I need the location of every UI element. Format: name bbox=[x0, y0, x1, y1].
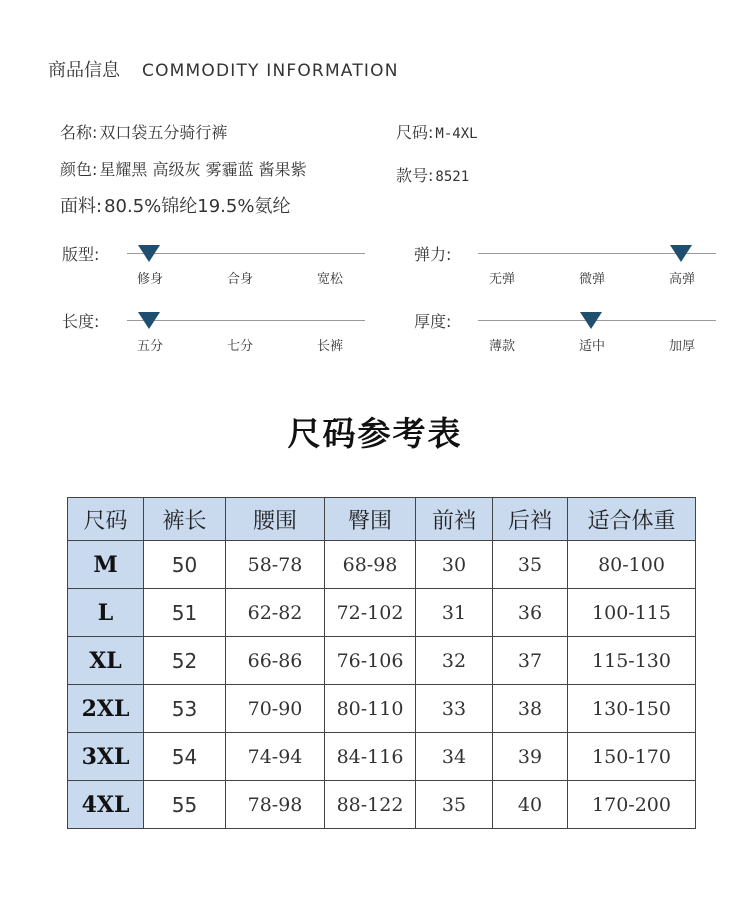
fit-label: 版型: bbox=[62, 245, 100, 264]
length-label: 长度: bbox=[62, 312, 100, 331]
length-scale-line bbox=[127, 320, 365, 321]
stretch-label: 弹力: bbox=[414, 245, 452, 264]
info-fabric-label: 面料: bbox=[60, 196, 103, 217]
length-marker-icon bbox=[138, 312, 160, 329]
table-row bbox=[68, 589, 696, 637]
thickness-marker-icon bbox=[580, 312, 602, 329]
col-header-waist: 腰围 bbox=[226, 498, 325, 541]
weight-cell: 150-170 bbox=[568, 733, 696, 781]
hip-cell: 84-116 bbox=[325, 733, 416, 781]
fit-tick-2: 合身 bbox=[226, 272, 254, 287]
front-rise-cell: 31 bbox=[416, 589, 493, 637]
info-color bbox=[60, 157, 307, 180]
info-color-value: 星耀黑 高级灰 雾霾蓝 酱果紫 bbox=[99, 160, 307, 179]
thickness-tick-3: 加厚 bbox=[668, 339, 696, 354]
info-name bbox=[60, 120, 227, 143]
weight-cell: 100-115 bbox=[568, 589, 696, 637]
fit-tick-3: 宽松 bbox=[316, 272, 344, 287]
fit-tick-1: 修身 bbox=[136, 272, 164, 287]
length-cell: 54 bbox=[144, 733, 226, 781]
back-rise-cell: 40 bbox=[493, 781, 568, 829]
hip-cell: 76-106 bbox=[325, 637, 416, 685]
header-cn: 商品信息 bbox=[48, 60, 120, 81]
stretch-tick-2: 微弹 bbox=[578, 272, 606, 287]
fit-scale-line bbox=[127, 253, 365, 254]
back-rise-cell: 38 bbox=[493, 685, 568, 733]
waist-cell: 70-90 bbox=[226, 685, 325, 733]
stretch-tick-1: 无弹 bbox=[488, 272, 516, 287]
col-header-size: 尺码 bbox=[68, 498, 144, 541]
info-size bbox=[396, 120, 478, 143]
table-row bbox=[68, 733, 696, 781]
hip-cell: 72-102 bbox=[325, 589, 416, 637]
stretch-marker-icon bbox=[670, 245, 692, 262]
size-cell: 2XL bbox=[68, 685, 144, 733]
table-row bbox=[68, 781, 696, 829]
weight-cell: 80-100 bbox=[568, 541, 696, 589]
back-rise-cell: 39 bbox=[493, 733, 568, 781]
length-tick-1: 五分 bbox=[136, 339, 164, 354]
info-fabric bbox=[60, 192, 290, 218]
back-rise-cell: 37 bbox=[493, 637, 568, 685]
length-tick-2: 七分 bbox=[226, 339, 254, 354]
col-header-weight: 适合体重 bbox=[568, 498, 696, 541]
size-cell: M bbox=[68, 541, 144, 589]
fit-marker-icon bbox=[138, 245, 160, 262]
hip-cell: 68-98 bbox=[325, 541, 416, 589]
table-row bbox=[68, 541, 696, 589]
size-cell: L bbox=[68, 589, 144, 637]
col-header-length: 裤长 bbox=[144, 498, 226, 541]
info-fabric-value: 80.5%锦纶19.5%氨纶 bbox=[104, 196, 291, 217]
col-header-hip: 臀围 bbox=[325, 498, 416, 541]
waist-cell: 62-82 bbox=[226, 589, 325, 637]
info-model-label: 款号: bbox=[396, 166, 434, 185]
length-cell: 52 bbox=[144, 637, 226, 685]
weight-cell: 130-150 bbox=[568, 685, 696, 733]
front-rise-cell: 32 bbox=[416, 637, 493, 685]
front-rise-cell: 33 bbox=[416, 685, 493, 733]
info-name-label: 名称: bbox=[60, 123, 98, 142]
info-model-value: 8521 bbox=[435, 169, 470, 185]
info-name-value: 双口袋五分骑行裤 bbox=[99, 123, 228, 142]
size-cell: 4XL bbox=[68, 781, 144, 829]
size-table-header-row bbox=[68, 498, 696, 541]
waist-cell: 78-98 bbox=[226, 781, 325, 829]
col-header-back-rise: 后裆 bbox=[493, 498, 568, 541]
length-cell: 53 bbox=[144, 685, 226, 733]
info-size-label: 尺码: bbox=[396, 123, 434, 142]
back-rise-cell: 35 bbox=[493, 541, 568, 589]
front-rise-cell: 34 bbox=[416, 733, 493, 781]
length-cell: 51 bbox=[144, 589, 226, 637]
col-header-front-rise: 前裆 bbox=[416, 498, 493, 541]
front-rise-cell: 30 bbox=[416, 541, 493, 589]
size-table bbox=[67, 497, 696, 829]
size-cell: XL bbox=[68, 637, 144, 685]
waist-cell: 66-86 bbox=[226, 637, 325, 685]
table-row bbox=[68, 685, 696, 733]
length-cell: 55 bbox=[144, 781, 226, 829]
hip-cell: 88-122 bbox=[325, 781, 416, 829]
waist-cell: 58-78 bbox=[226, 541, 325, 589]
size-table-title: 尺码参考表 bbox=[287, 414, 463, 453]
length-tick-3: 长裤 bbox=[316, 339, 344, 354]
thickness-tick-2: 适中 bbox=[578, 339, 606, 354]
hip-cell: 80-110 bbox=[325, 685, 416, 733]
info-model bbox=[396, 163, 469, 186]
section-header bbox=[48, 56, 399, 82]
info-size-value: M-4XL bbox=[435, 126, 478, 142]
info-color-label: 颜色: bbox=[60, 160, 98, 179]
length-cell: 50 bbox=[144, 541, 226, 589]
thickness-label: 厚度: bbox=[414, 312, 452, 331]
front-rise-cell: 35 bbox=[416, 781, 493, 829]
stretch-tick-3: 高弹 bbox=[668, 272, 696, 287]
weight-cell: 170-200 bbox=[568, 781, 696, 829]
size-cell: 3XL bbox=[68, 733, 144, 781]
table-row bbox=[68, 637, 696, 685]
back-rise-cell: 36 bbox=[493, 589, 568, 637]
waist-cell: 74-94 bbox=[226, 733, 325, 781]
header-en: COMMODITY INFORMATION bbox=[142, 61, 399, 81]
thickness-tick-1: 薄款 bbox=[488, 339, 516, 354]
weight-cell: 115-130 bbox=[568, 637, 696, 685]
